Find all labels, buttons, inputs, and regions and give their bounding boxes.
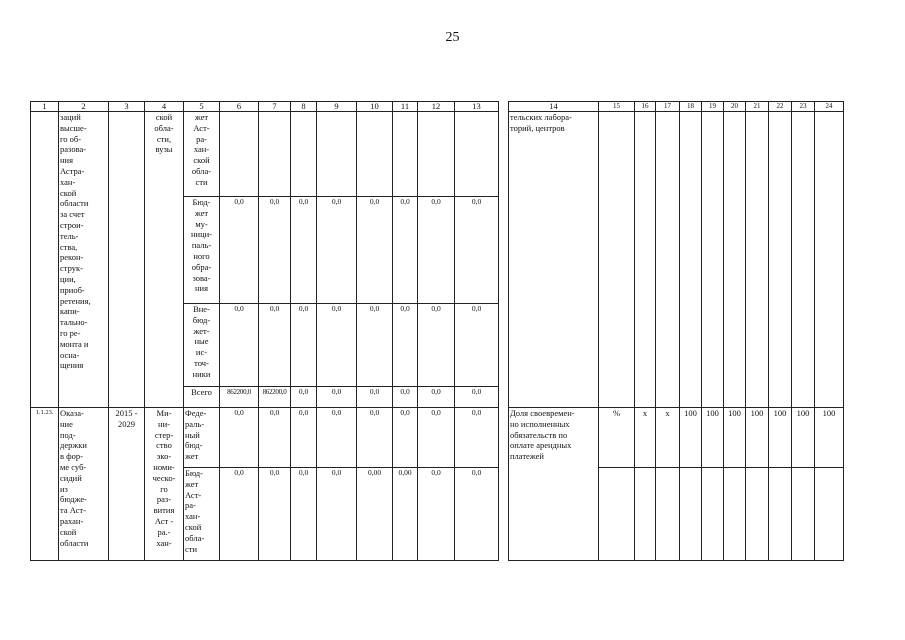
item-number-cell [31,112,59,408]
value-cell: 0,0 [418,304,455,387]
value-cell: 0,0 [317,304,357,387]
unit-cell [599,468,635,561]
value-cell [815,468,844,561]
value-cell [393,112,418,197]
indicator-cell: тельских лабора- торий, центров [509,112,599,408]
value-cell [317,112,357,197]
value-cell: 0,0 [317,387,357,408]
value-cell [418,112,455,197]
value-cell: 0,00 [357,468,393,561]
value-cell: 100 [815,408,844,468]
funding-source-cell: Бюд- жет Аст- ра- хан- ской обла- сти [184,468,220,561]
value-cell: 862200,0 [259,387,291,408]
item-number-cell: 1.1.23. [31,408,59,561]
value-cell: 0,0 [259,468,291,561]
unit-cell: % [599,408,635,468]
value-cell: 100 [792,408,815,468]
value-cell [702,112,724,408]
header-cell: 5 [184,102,220,112]
header-cell: 23 [792,102,815,112]
program-table-left [30,101,499,561]
value-cell [455,112,499,197]
value-cell: 0,0 [393,304,418,387]
value-cell [792,468,815,561]
header-row [509,102,844,112]
value-cell [792,112,815,408]
value-cell [259,112,291,197]
header-cell: 14 [509,102,599,112]
funding-source-cell: жет Аст- ра- хан- ской обла- сти [184,112,220,197]
value-cell: 0,0 [455,408,499,468]
period-cell [109,112,145,408]
value-cell: 0,00 [393,468,418,561]
header-cell: 19 [702,102,724,112]
header-cell: 24 [815,102,844,112]
value-cell: 0,0 [220,408,259,468]
value-cell: 0,0 [291,468,317,561]
value-cell [635,112,656,408]
header-cell: 2 [59,102,109,112]
table-row [31,112,499,197]
header-cell: 13 [455,102,499,112]
value-cell: 0,0 [291,387,317,408]
funding-source-cell: Вне- бюд- жет- ные ис- точ- ники [184,304,220,387]
value-cell: 862200,0 [220,387,259,408]
value-cell: 100 [702,408,724,468]
value-cell: 0,0 [357,197,393,304]
value-cell: 0,0 [220,468,259,561]
value-cell: x [656,408,680,468]
value-cell: 0,0 [418,408,455,468]
value-cell: 0,0 [259,197,291,304]
value-cell: 0,0 [291,408,317,468]
value-cell [357,112,393,197]
header-cell: 8 [291,102,317,112]
value-cell [291,112,317,197]
funding-source-cell: Феде- раль- ный бюд- жет [184,408,220,468]
value-cell: 0,0 [418,387,455,408]
unit-cell [599,112,635,408]
funding-source-cell: Всего [184,387,220,408]
value-cell: 0,0 [259,304,291,387]
header-cell: 7 [259,102,291,112]
value-cell: 0,0 [357,304,393,387]
value-cell: 0,0 [357,387,393,408]
value-cell: 0,0 [393,408,418,468]
indicator-cell: Доля своевремен- но исполненных обязательств по оплате арендных платежей [509,408,599,561]
value-cell: 0,0 [291,304,317,387]
value-cell: 0,0 [220,304,259,387]
value-cell [746,112,769,408]
header-cell: 17 [656,102,680,112]
value-cell: 0,0 [317,408,357,468]
table-row [509,112,844,408]
funding-source-cell: Бюд- жет му- ници- паль- ного обра- зова- ния [184,197,220,304]
value-cell: 100 [680,408,702,468]
value-cell: 0,0 [393,387,418,408]
header-cell: 9 [317,102,357,112]
header-cell: 16 [635,102,656,112]
value-cell: 100 [746,408,769,468]
value-cell: 0,0 [418,468,455,561]
executor-cell: Ми- ни- стер- ство эко- номи- ческо- го раз- вития Аст - ра.- хан- [145,408,184,561]
value-cell: 0,0 [455,304,499,387]
header-cell: 3 [109,102,145,112]
value-cell: 100 [724,408,746,468]
activity-name-cell: заций высше- го об- разова- ния Астра- хан- ской области за счет строи- тель- ства, рекон- струк- ции, приоб- ретения, капи- тально- го ре- монта и осна- щения [59,112,109,408]
program-table-right [508,101,844,561]
executor-cell: ской обла- сти, вузы [145,112,184,408]
header-cell: 4 [145,102,184,112]
value-cell [220,112,259,197]
value-cell [680,112,702,408]
value-cell [680,468,702,561]
header-cell: 1 [31,102,59,112]
value-cell [702,468,724,561]
value-cell: 0,0 [455,468,499,561]
value-cell [656,468,680,561]
value-cell [746,468,769,561]
header-cell: 21 [746,102,769,112]
value-cell [815,112,844,408]
header-cell: 12 [418,102,455,112]
value-cell: 0,0 [291,197,317,304]
header-row [31,102,499,112]
value-cell: 0,0 [393,197,418,304]
value-cell: 0,0 [357,408,393,468]
value-cell [724,112,746,408]
value-cell: 0,0 [418,197,455,304]
value-cell: 100 [769,408,792,468]
value-cell: 0,0 [259,408,291,468]
header-cell: 11 [393,102,418,112]
table-row [31,408,499,468]
value-cell [635,468,656,561]
page-number: 25 [445,30,460,45]
value-cell: 0,0 [455,387,499,408]
value-cell: 0,0 [317,197,357,304]
header-cell: 6 [220,102,259,112]
value-cell: 0,0 [220,197,259,304]
table-row [509,408,844,468]
value-cell: x [635,408,656,468]
period-cell: 2015 - 2029 [109,408,145,561]
value-cell [769,112,792,408]
header-cell: 10 [357,102,393,112]
value-cell: 0,0 [455,197,499,304]
value-cell [724,468,746,561]
header-cell: 18 [680,102,702,112]
activity-name-cell: Оказа- ние под- держки в фор- ме суб- сидий из бюдже- та Аст- рахан- ской области [59,408,109,561]
header-cell: 22 [769,102,792,112]
header-cell: 15 [599,102,635,112]
value-cell [656,112,680,408]
header-cell: 20 [724,102,746,112]
value-cell [769,468,792,561]
value-cell: 0,0 [317,468,357,561]
